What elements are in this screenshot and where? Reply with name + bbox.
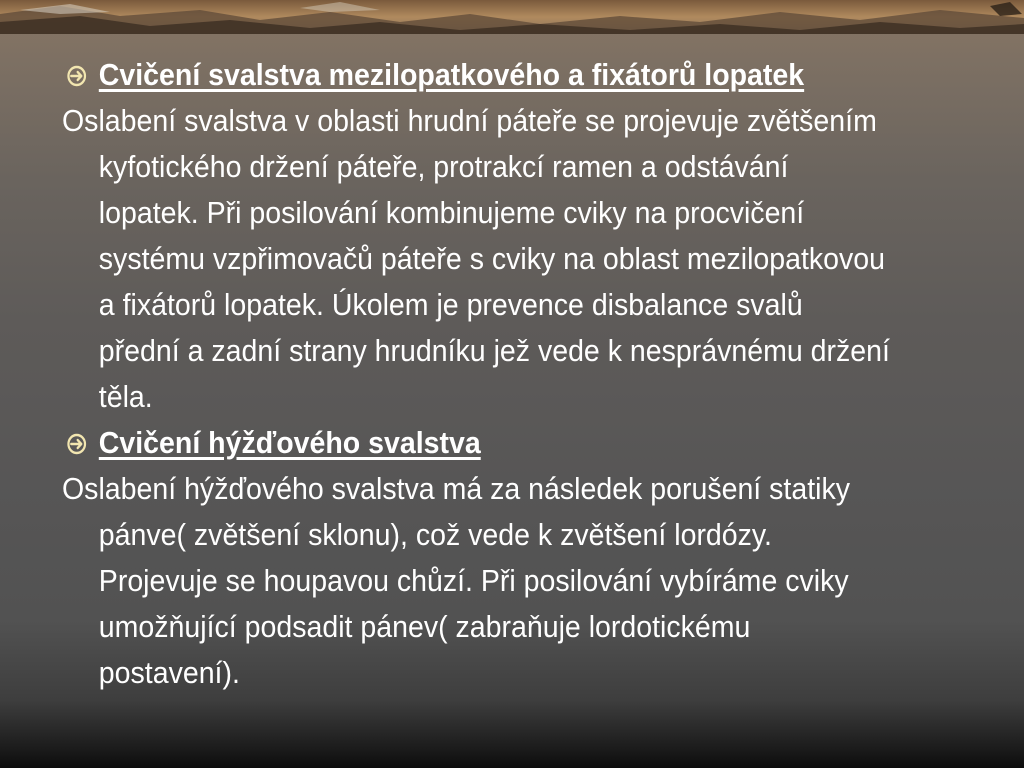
bullet-heading-gluteal [62,420,890,466]
circled-arrow-icon [64,52,90,98]
slide-content [62,52,890,696]
header-banner-image [0,0,1024,34]
bullet-heading-shoulder-blades [62,52,890,98]
paragraph-gluteal: Oslabení hýžďového svalstva má za následek porušení statiky pánve( zvětšení sklonu), což vede k zvětšení lordózy. Projevuje se houpavou chůzí. Při posilování vybíráme cviky umožňující podsadit pánev( zabraňuje lordotickému postavení). [62,471,850,690]
paragraph-shoulder-blades: Oslabení svalstva v oblasti hrudní páteře se projevuje zvětšením kyfotického držení páteře, protrakcí ramen a odstávání lopatek. Při posilování kombinujeme cviky na procvičení systému vzpřimovačů páteře s cviky na oblast mezilopatkovou a fixátorů lopatek. Úkolem je prevence disbalance svalů přední a zadní strany hrudníku jež vede k nesprávnému držení těla. [62,103,890,414]
bullet-heading-text: Cvičení svalstva mezilopatkového a fixátorů lopatek [98,57,805,92]
circled-arrow-icon [64,420,90,466]
bullet-heading-text: Cvičení hýžďového svalstva [98,425,481,460]
